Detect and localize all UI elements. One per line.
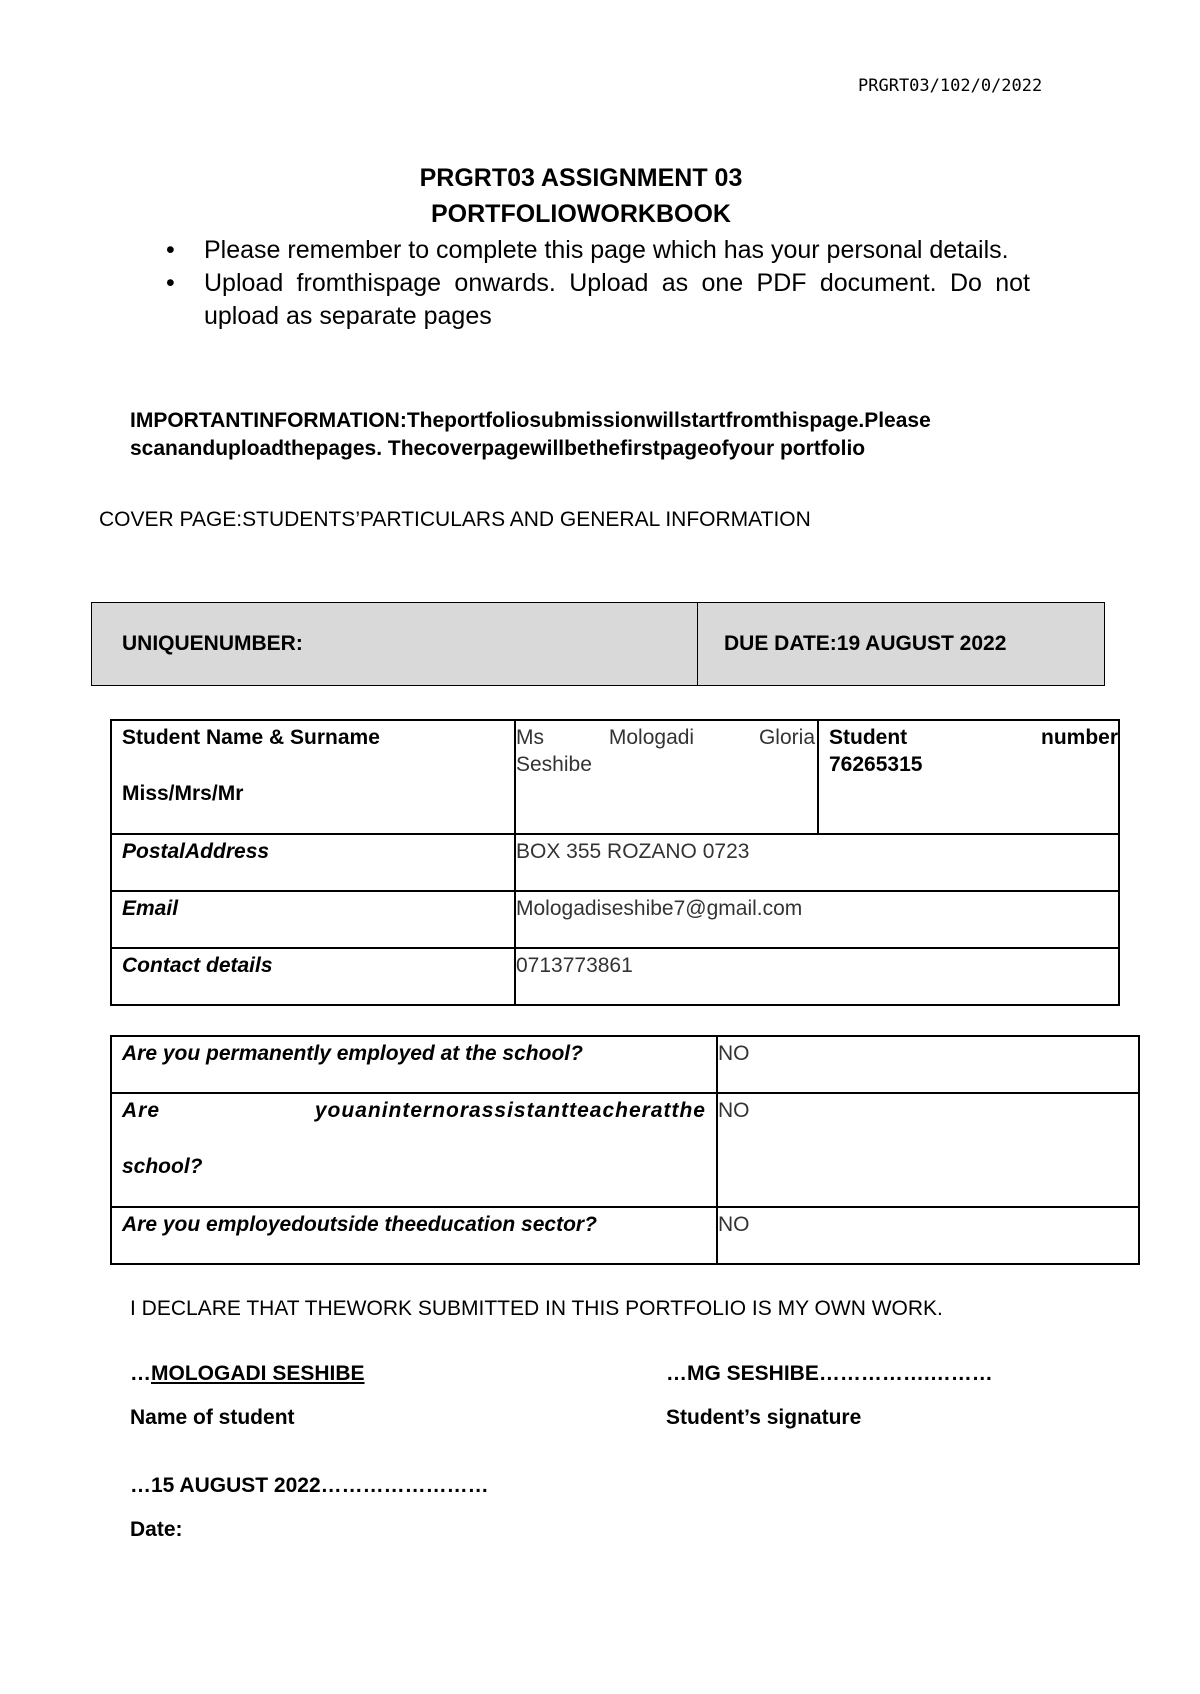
table-row xyxy=(111,834,1119,891)
answer-intern: NO xyxy=(717,1093,1139,1207)
employment-table xyxy=(110,1035,1140,1265)
instructions-list xyxy=(160,234,1030,333)
student-name-value: MOLOGADI SESHIBE xyxy=(151,1362,365,1385)
workbook-title: PORTFOLIOWORKBOOK xyxy=(431,200,731,228)
declaration: I DECLARE THAT THEWORK SUBMITTED IN THIS PORTFOLIO IS MY OWN WORK. xyxy=(130,1297,943,1320)
box-divider xyxy=(697,603,698,685)
date-value: …15 AUGUST 2022…………………… xyxy=(130,1474,489,1497)
due-date-label: DUE DATE:19 AUGUST 2022 xyxy=(724,632,1007,655)
contact-details-label: Contact details xyxy=(111,948,515,1005)
unique-number-box xyxy=(91,602,1105,686)
date-label: Date: xyxy=(130,1518,183,1541)
instruction-item: • Upload fromthispage onwards. Upload as one PDF document. Do not upload as separate pages xyxy=(166,269,1030,330)
important-information: IMPORTANTINFORMATION:Theportfoliosubmissionwillstartfromthispage.Please scananduploadthepages. Thecoverpagewillbethefirstpageofyour portfolio xyxy=(130,409,931,460)
question-intern: Are youaninternorassistantteacheratthe school? xyxy=(111,1093,717,1207)
instruction-item: • Please remember to complete this page which has your personal details. xyxy=(160,234,1030,267)
name-label-cell: Student Name & Surname Miss/Mrs/Mr xyxy=(111,720,515,834)
table-row xyxy=(111,1036,1139,1093)
name-of-student-label: Name of student xyxy=(130,1406,295,1429)
unique-number-label: UNIQUENUMBER: xyxy=(122,632,303,655)
question-outside-sector: Are you employedoutside theeducation sector? xyxy=(111,1207,717,1264)
student-number-cell: Student number 76265315 xyxy=(818,720,1119,834)
answer-permanent: NO xyxy=(717,1036,1139,1093)
bullet-icon: • xyxy=(166,269,175,297)
postal-address-label: PostalAddress xyxy=(111,834,515,891)
email-value: Mologadiseshibe7@gmail.com xyxy=(515,891,1119,948)
cover-page-heading: COVER PAGE:STUDENTS’PARTICULARS AND GENERAL INFORMATION xyxy=(99,508,811,531)
table-row xyxy=(111,948,1119,1005)
student-name-value: Ms Mologadi Gloria Seshibe xyxy=(515,720,818,834)
table-row xyxy=(111,891,1119,948)
question-permanent: Are you permanently employed at the school? xyxy=(111,1036,717,1093)
contact-details-value: 0713773861 xyxy=(515,948,1119,1005)
document-reference: PRGRT03/102/0/2022 xyxy=(858,76,1043,96)
email-label: Email xyxy=(111,891,515,948)
table-row xyxy=(111,720,1119,834)
assignment-title: PRGRT03 ASSIGNMENT 03 xyxy=(419,164,743,192)
student-signature-value: …MG SESHIBE…………….……… xyxy=(666,1362,993,1385)
table-row xyxy=(111,1207,1139,1264)
student-details-table xyxy=(110,719,1120,1006)
student-signature-label: Student’s signature xyxy=(666,1406,862,1429)
student-name-line: …MOLOGADI SESHIBE xyxy=(130,1362,365,1385)
bullet-icon: • xyxy=(166,236,175,264)
postal-address-value: BOX 355 ROZANO 0723 xyxy=(515,834,1119,891)
table-row xyxy=(111,1093,1139,1207)
answer-outside-sector: NO xyxy=(717,1207,1139,1264)
